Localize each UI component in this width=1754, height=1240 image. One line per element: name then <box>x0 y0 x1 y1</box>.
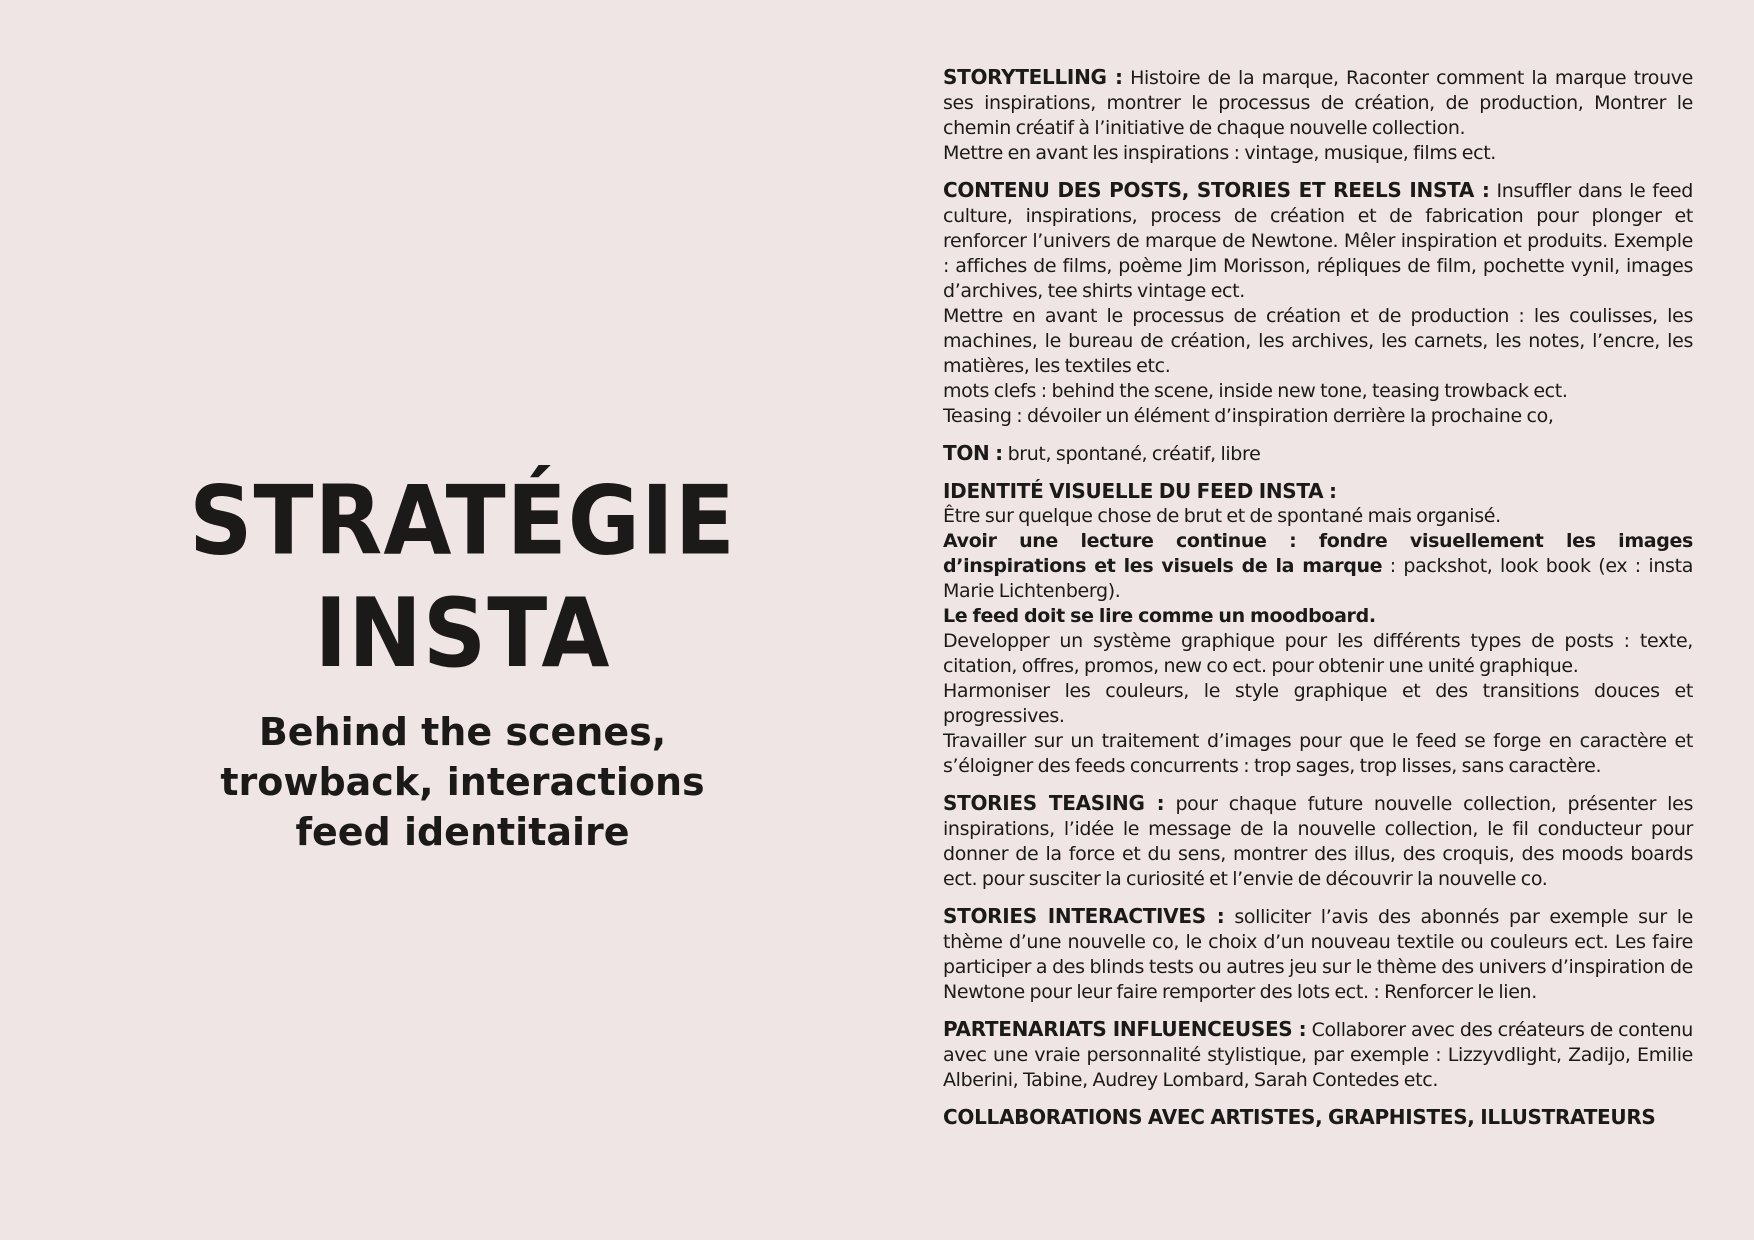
section-text: Être sur quelque chose de brut et de spontané mais organisé. <box>943 505 1501 527</box>
section-partenariats <box>943 1017 1693 1093</box>
section-ton <box>943 441 1693 467</box>
section-text-bold: Le feed doit se lire comme un moodboard. <box>943 605 1376 627</box>
section-text: : packshot, look book (ex : insta Marie Lichtenberg). <box>943 555 1693 602</box>
subtitle <box>130 707 795 857</box>
section-text: pour chaque future nouvelle collection, présenter les inspirations, l’idée le message de la nouvelle collection, le fil conducteur pour donner de la force et du sens, montrer des illus, des croquis, des moods boards ect. pour susciter la curiosité et l’envie de découvrir la nouvelle co. <box>943 793 1693 890</box>
section-text: Mettre en avant le processus de création et de production : les coulisses, les machines, le bureau de création, les archives, les carnets, les notes, l’encre, les matières, les textiles etc. <box>943 305 1693 377</box>
section-text: Collaborer avec des créateurs de contenu avec une vraie personnalité stylistique, par exemple : Lizzyvdlight, Zadijo, Emilie Alberini, Tabine, Audrey Lombard, Sarah Contedes etc. <box>943 1019 1693 1091</box>
subtitle-line-3: feed identitaire <box>295 810 630 854</box>
section-heading: STORYTELLING : <box>943 65 1123 89</box>
section-text: solliciter l’avis des abonnés par exemple sur le thème d’une nouvelle co, le choix d’un nouveau textile ou couleurs ect. Les faire participer a des blinds tests ou autres jeu sur le thème des univers d’inspiration de Newtone pour leur faire remporter des lots ect. : Renforcer le lien. <box>943 906 1693 1003</box>
title-line-2: INSTA <box>314 577 611 689</box>
section-text: Insuffler dans le feed culture, inspirations, process de création et de fabrication pour plonger et renforcer l’univers de marque de Newtone. Mêler inspiration et produits. Exemple : affiches de films, poème Jim Morisson, répliques de film, pochette vynil, images d’archives, tee shirts vintage ect. <box>943 180 1693 302</box>
section-text: Travailler sur un traitement d’images pour que le feed se forge en caractère et s’éloigner des feeds concurrents : trop sages, trop lisses, sans caractère. <box>943 730 1693 777</box>
section-heading: STORIES INTERACTIVES : <box>943 904 1225 928</box>
section-heading: CONTENU DES POSTS, STORIES ET REELS INSTA : <box>943 178 1490 202</box>
section-heading: COLLABORATIONS AVEC ARTISTES, GRAPHISTES, ILLUSTRATEURS <box>943 1105 1656 1129</box>
section-text-bold: Avoir une lecture continue : fondre visuellement les images d’inspirations et les visuels de la marque <box>943 530 1693 577</box>
section-text: Teasing : dévoiler un élément d’inspiration derrière la prochaine co, <box>943 405 1554 427</box>
section-stories-interactives <box>943 904 1693 1005</box>
section-text: Harmoniser les couleurs, le style graphique et des transitions douces et progressives. <box>943 680 1693 727</box>
section-contenu <box>943 178 1693 429</box>
section-text: mots clefs : behind the scene, inside new tone, teasing trowback ect. <box>943 380 1568 402</box>
section-text: Developper un système graphique pour les différents types de posts : texte, citation, offres, promos, new co ect. pour obtenir une unité graphique. <box>943 630 1693 677</box>
subtitle-line-1: Behind the scenes, <box>258 710 667 754</box>
section-text: Mettre en avant les inspirations : vintage, musique, films ect. <box>943 142 1496 164</box>
section-heading: IDENTITÉ VISUELLE DU FEED INSTA : <box>943 479 1337 503</box>
title-line-1: STRATÉGIE <box>189 465 736 577</box>
section-heading: STORIES TEASING : <box>943 791 1165 815</box>
section-heading: PARTENARIATS INFLUENCEUSES : <box>943 1017 1307 1041</box>
section-stories-teasing <box>943 791 1693 892</box>
section-heading: TON : <box>943 441 1003 465</box>
section-text: Histoire de la marque, Raconter comment la marque trouve ses inspirations, montrer le processus de création, de production, Montrer le chemin créatif à l’initiative de chaque nouvelle collection. <box>943 67 1693 139</box>
section-text: brut, spontané, créatif, libre <box>1007 443 1261 465</box>
section-identite <box>943 479 1693 779</box>
page-title <box>130 465 795 690</box>
title-block <box>130 465 795 857</box>
section-collaborations <box>943 1105 1693 1130</box>
section-storytelling <box>943 65 1693 166</box>
subtitle-line-2: trowback, interactions <box>220 760 705 804</box>
strategy-text-column <box>943 65 1693 1142</box>
